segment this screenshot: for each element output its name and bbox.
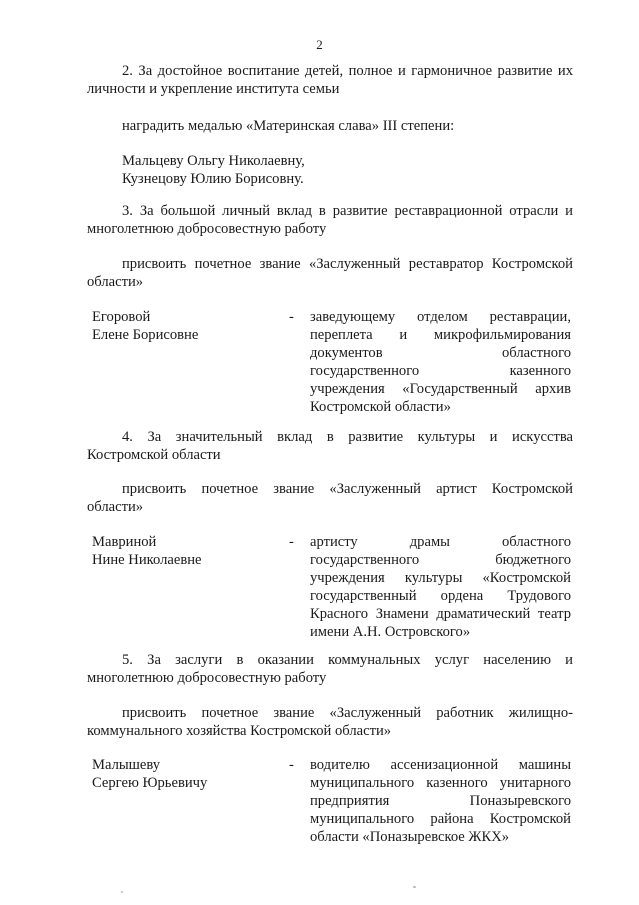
- description-line: Костромской области»: [310, 399, 451, 415]
- person-name: Елене Борисовне: [92, 327, 199, 343]
- description-line: Красного Знамени драматический театр: [310, 606, 571, 622]
- description-line: водителю ассенизационной машины: [310, 757, 571, 773]
- person-description: [310, 533, 571, 641]
- award-text: области»: [87, 274, 144, 290]
- dash-separator: -: [289, 534, 294, 550]
- dash-separator: -: [289, 757, 294, 773]
- recipient-name: Мальцеву Ольгу Николаевну,: [122, 153, 305, 169]
- section-4-line: 4. За значительный вклад в развитие культуры и искусства: [122, 429, 573, 445]
- person-description: [310, 308, 571, 416]
- description-line: имени А.Н. Островского»: [310, 624, 471, 640]
- section-5-award: [87, 704, 573, 740]
- person-surname: Егоровой: [92, 309, 151, 325]
- person-malyshev: [92, 756, 282, 792]
- person-description: [310, 756, 571, 846]
- description-line: переплета и микрофильмирования: [310, 327, 571, 343]
- section-2-line: личности и укрепление института семьи: [87, 81, 340, 97]
- section-4-award: [87, 480, 573, 516]
- person-name: Нине Николаевне: [92, 552, 202, 568]
- section-2-line: 2. За достойное воспитание детей, полное и гармоничное развитие их: [122, 63, 573, 79]
- person-surname: Мавриной: [92, 534, 157, 550]
- page-number: 2: [316, 37, 323, 52]
- person-mavrina: [92, 533, 282, 569]
- description-line: муниципального района Костромской: [310, 811, 571, 827]
- scan-speck: [121, 891, 123, 893]
- description-line: документов областного: [310, 345, 571, 361]
- section-5-line: 5. За заслуги в оказании коммунальных услуг населению и: [122, 652, 573, 668]
- section-3-award: [87, 255, 573, 291]
- description-line: государственного казенного: [310, 363, 571, 379]
- description-line: учреждения «Государственный архив: [310, 381, 571, 397]
- recipient-name: Кузнецову Юлию Борисовну.: [122, 171, 304, 187]
- award-text: области»: [87, 499, 144, 515]
- section-5-line: многолетнюю добросовестную работу: [87, 670, 327, 686]
- section-4-line: Костромской области: [87, 447, 221, 463]
- description-line: муниципального казенного унитарного: [310, 775, 571, 791]
- award-text: присвоить почетное звание «Заслуженный работник жилищно-: [122, 705, 573, 721]
- section-3-line: многолетнюю добросовестную работу: [87, 221, 327, 237]
- section-2-award: [87, 117, 573, 135]
- description-line: заведующему отделом реставрации,: [310, 309, 571, 325]
- person-surname: Малышеву: [92, 757, 161, 773]
- description-line: учреждения культуры «Костромской: [310, 570, 571, 586]
- award-text: присвоить почетное звание «Заслуженный реставратор Костромской: [122, 256, 573, 272]
- description-line: государственного бюджетного: [310, 552, 571, 568]
- section-2-heading: [87, 62, 573, 98]
- section-3-line: 3. За большой личный вклад в развитие реставрационной отрасли и: [122, 203, 573, 219]
- person-name: Сергею Юрьевичу: [92, 775, 208, 791]
- description-line: артисту драмы областного: [310, 534, 571, 550]
- scan-speck: [413, 886, 416, 888]
- award-text: коммунального хозяйства Костромской области»: [87, 723, 392, 739]
- person-egorova: [92, 308, 282, 344]
- section-5-heading: [87, 651, 573, 687]
- award-text: присвоить почетное звание «Заслуженный артист Костромской: [122, 481, 573, 497]
- section-4-heading: [87, 428, 573, 464]
- section-3-heading: [87, 202, 573, 238]
- dash-separator: -: [289, 309, 294, 325]
- section-2-recipients: [87, 152, 573, 188]
- description-line: области «Поназыревское ЖКХ»: [310, 829, 510, 845]
- description-line: предприятия Поназыревского: [310, 793, 571, 809]
- description-line: государственный ордена Трудового: [310, 588, 571, 604]
- award-text: наградить медалью «Материнская слава» III степени:: [122, 118, 455, 134]
